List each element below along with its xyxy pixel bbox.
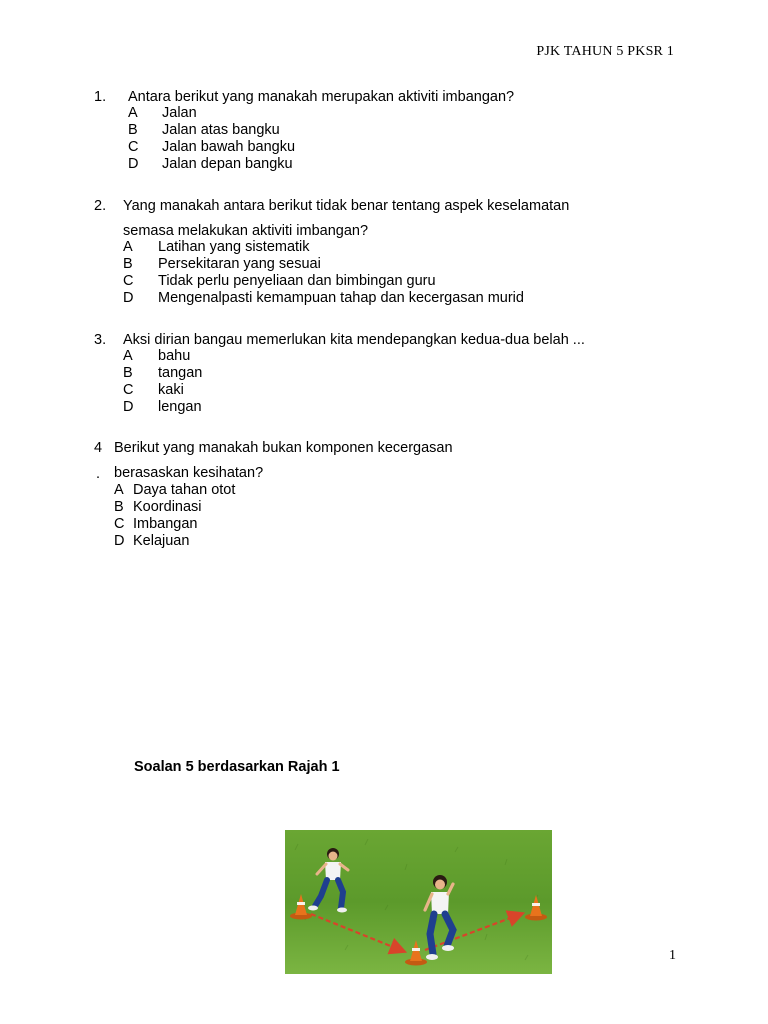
question-stem-continued: berasaskan kesihatan? (114, 465, 264, 481)
option-letter: B (123, 256, 133, 272)
option-letter: A (114, 482, 124, 498)
option-text: Imbangan (133, 516, 198, 532)
question-stem: Berikut yang manakah bukan komponen kecergasan (114, 440, 453, 456)
option-text: Latihan yang sistematik (158, 239, 310, 255)
option-text: Jalan atas bangku (162, 122, 280, 138)
option-text: kaki (158, 382, 184, 398)
option-text: Kelajuan (133, 533, 190, 549)
option-letter: C (128, 139, 139, 155)
option-letter: A (123, 239, 133, 255)
option-text: Jalan (162, 105, 197, 121)
question-stem: Yang manakah antara berikut tidak benar tentang aspek keselamatan (123, 198, 570, 214)
option-text: Daya tahan otot (133, 482, 236, 498)
option-text: Persekitaran yang sesuai (158, 256, 321, 272)
page-header: PJK TAHUN 5 PKSR 1 (536, 44, 674, 59)
option-letter: D (123, 290, 134, 306)
option-letter: D (114, 533, 125, 549)
option-text: lengan (158, 399, 202, 415)
question-stem: Aksi dirian bangau memerlukan kita mendepangkan kedua-dua belah ... (123, 332, 585, 348)
question-number: 3. (94, 332, 107, 348)
option-letter: C (123, 382, 134, 398)
option-letter: D (128, 156, 139, 172)
option-text: Tidak perlu penyeliaan dan bimbingan guru (158, 273, 436, 289)
question-number: 2. (94, 198, 107, 214)
option-letter: B (128, 122, 138, 138)
option-text: Mengenalpasti kemampuan tahap dan kecergasan murid (158, 290, 524, 306)
option-text: bahu (158, 348, 191, 364)
zigzag-run-drill-illustration (285, 830, 552, 974)
option-text: tangan (158, 365, 203, 381)
option-letter: A (128, 105, 138, 121)
option-text: Jalan depan bangku (162, 156, 293, 172)
question-number: 4 (94, 440, 103, 456)
question-number: 1. (94, 89, 107, 105)
question-number-dot: . (96, 466, 101, 482)
question-stem-continued: semasa melakukan aktiviti imbangan? (123, 223, 369, 239)
question-stem: Antara berikut yang manakah merupakan aktiviti imbangan? (128, 89, 515, 105)
option-letter: C (123, 273, 134, 289)
option-text: Koordinasi (133, 499, 202, 515)
option-letter: A (123, 348, 133, 364)
page-number: 1 (669, 948, 676, 963)
option-letter: C (114, 516, 125, 532)
option-letter: B (114, 499, 124, 515)
option-letter: B (123, 365, 133, 381)
figure-caption: Soalan 5 berdasarkan Rajah 1 (134, 759, 340, 775)
option-letter: D (123, 399, 134, 415)
option-text: Jalan bawah bangku (162, 139, 296, 155)
